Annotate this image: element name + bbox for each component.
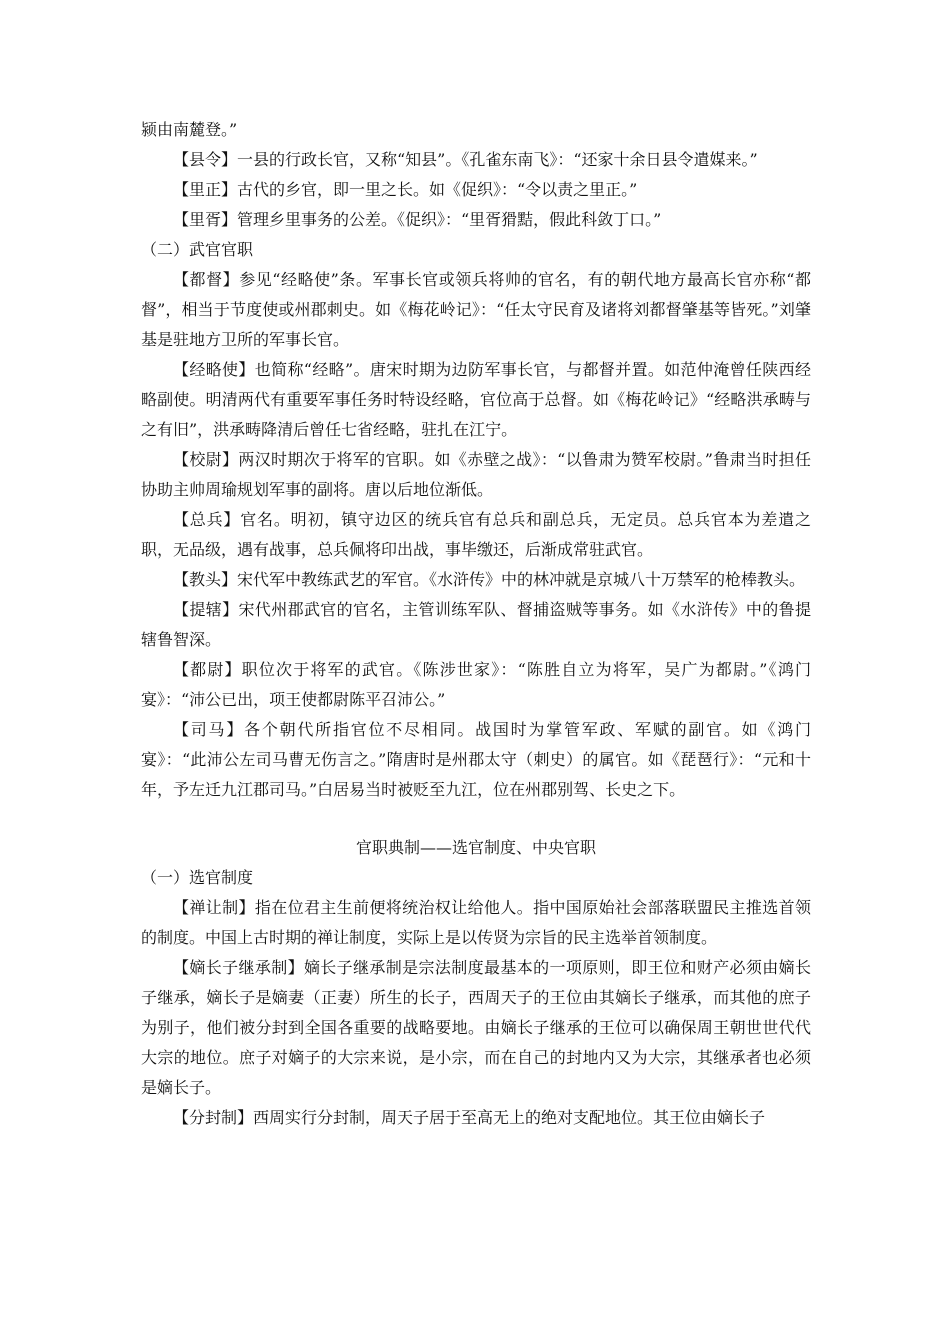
- entry-tixia: 【提辖】宋代州郡武官的官名，主管训练军队、督捕盗贼等事务。如《水浒传》中的鲁提辖鲁智深。: [141, 600, 811, 649]
- section-heading-military: （二）武官官职: [141, 240, 254, 259]
- entry-sima: 【司马】各个朝代所指官位不尽相同。战国时为掌管军政、军赋的副官。如《鸿门宴》：“此沛公左司马曹无伤言之。”隋唐时是州郡太守（刺史）的属官。如《琵琶行》：“元和十年，予左迁九江郡司马。”白居易当时被贬至九江，位在州郡别驾、长史之下。: [141, 720, 811, 799]
- entry-xiaowei: 【校尉】两汉时期次于将军的官职。如《赤壁之战》：“以鲁肃为赞军校尉。”鲁肃当时担任协助主帅周瑜规划军事的副将。唐以后地位渐低。: [141, 450, 811, 499]
- document-body: [141, 115, 811, 1133]
- chapter-title: 官职典制——选官制度、中央官职: [355, 838, 596, 857]
- entry-zongbing: 【总兵】官名。明初，镇守边区的统兵官有总兵和副总兵，无定员。总兵官本为差遣之职，无品级，遇有战事，总兵佩将印出战，事毕缴还，后渐成常驻武官。: [141, 510, 811, 559]
- entry-lizheng: 【里正】古代的乡官，即一里之长。如《促织》：“令以责之里正。”: [173, 180, 638, 199]
- entry-fenfengzhi: 【分封制】西周实行分封制，周天子居于至高无上的绝对支配地位。其王位由嫡长子: [173, 1108, 766, 1127]
- entry-dizhangzi: 【嫡长子继承制】嫡长子继承制是宗法制度最基本的一项原则，即王位和财产必须由嫡长子继承，嫡长子是嫡妻（正妻）所生的长子，西周天子的王位由其嫡长子继承，而其他的庶子为别子，他们被分封到全国各重要的战略要地。由嫡长子继承的王位可以确保周王朝世世代代大宗的地位。庶子对嫡子的大宗来说，是小宗，而在自己的封地内又为大宗，其继承者也必须是嫡长子。: [141, 958, 811, 1097]
- section-heading-selection: （一）选官制度: [141, 868, 254, 887]
- entry-xianling: 【县令】一县的行政长官，又称“知县”。《孔雀东南飞》：“还家十余日县令遣媒来。”: [173, 150, 758, 169]
- entry-lixu: 【里胥】管理乡里事务的公差。《促织》：“里胥猾黠，假此科敛丁口。”: [173, 210, 662, 229]
- entry-duwei: 【都尉】职位次于将军的武官。《陈涉世家》：“陈胜自立为将军，吴广为都尉。”《鸿门宴》：“沛公已出，项王使都尉陈平召沛公。”: [141, 660, 811, 709]
- entry-dudu: 【都督】参见“经略使”条。军事长官或领兵将帅的官名，有的朝代地方最高长官亦称“都督”，相当于节度使或州郡刺史。如《梅花岭记》：“任太守民育及诸将刘都督肇基等皆死。”刘肇基是驻地方卫所的军事长官。: [141, 270, 811, 349]
- paragraph-continuation: 颍由南麓登。”: [141, 120, 238, 139]
- entry-jiaotou: 【教头】宋代军中教练武艺的军官。《水浒传》中的林冲就是京城八十万禁军的枪棒教头。: [173, 570, 806, 589]
- entry-shanrangzhi: 【禅让制】指在位君主生前便将统治权让给他人。指中国原始社会部落联盟民主推选首领的制度。中国上古时期的禅让制度，实际上是以传贤为宗旨的民主选举首领制度。: [141, 898, 811, 947]
- entry-jinglueshi: 【经略使】也简称“经略”。唐宋时期为边防军事长官，与都督并置。如范仲淹曾任陕西经略副使。明清两代有重要军事任务时特设经略，官位高于总督。如《梅花岭记》“经略洪承畴与之有旧”，洪承畴降清后曾任七省经略，驻扎在江宁。: [141, 360, 811, 439]
